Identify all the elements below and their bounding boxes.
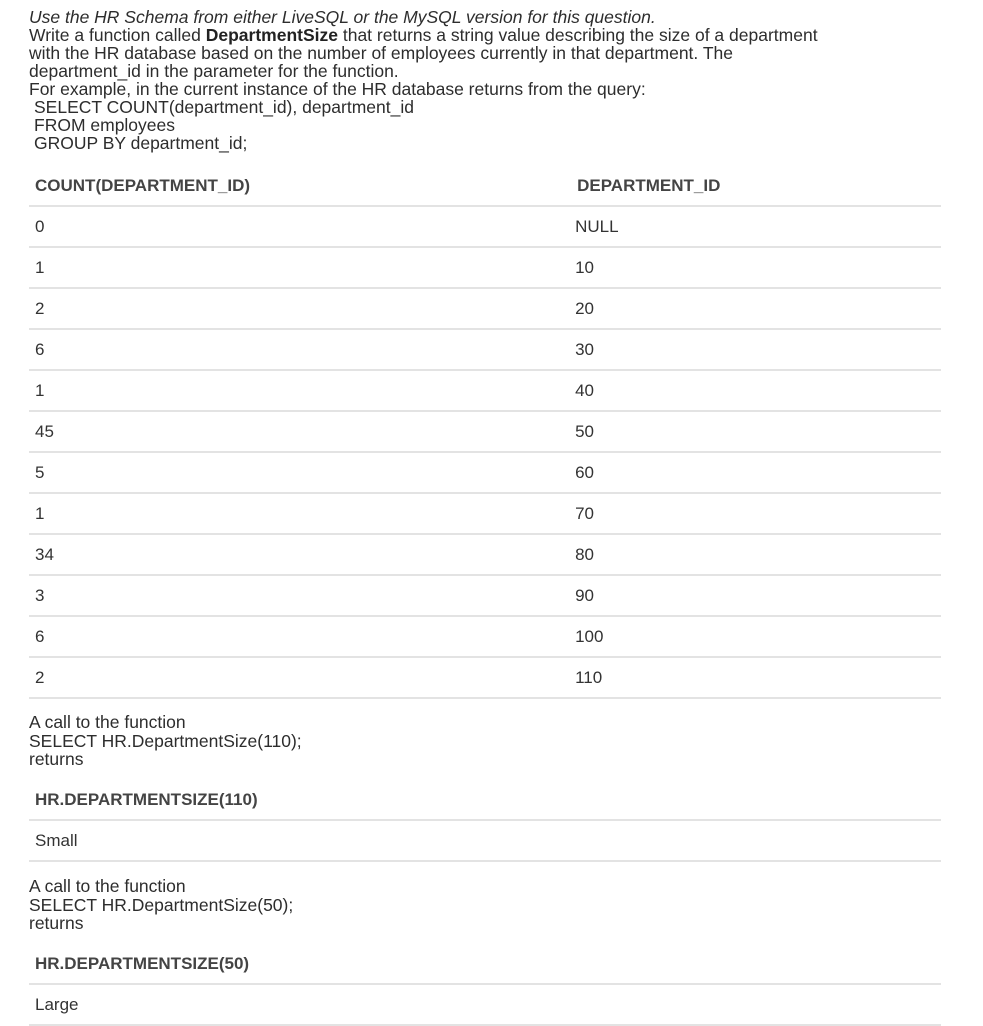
question-intro bbox=[29, 8, 959, 152]
table-row bbox=[29, 288, 941, 329]
count-cell: 6 bbox=[29, 616, 567, 657]
count-cell: 34 bbox=[29, 534, 567, 575]
count-column-header: COUNT(DEPARTMENT_ID) bbox=[29, 167, 567, 206]
result-table-110 bbox=[29, 781, 941, 862]
table-row bbox=[29, 247, 941, 288]
sql-select: SELECT COUNT(department_id), department_id bbox=[34, 97, 414, 117]
result-column-header: HR.DEPARTMENTSIZE(110) bbox=[29, 781, 941, 820]
table-row bbox=[29, 575, 941, 616]
department-id-cell: 20 bbox=[567, 288, 941, 329]
call-returns: returns bbox=[29, 913, 84, 933]
count-cell: 45 bbox=[29, 411, 567, 452]
task-line-3: department_id in the parameter for the function. bbox=[29, 61, 399, 81]
table-row bbox=[29, 820, 941, 861]
result-cell: Small bbox=[29, 820, 941, 861]
table-row bbox=[29, 616, 941, 657]
call-returns: returns bbox=[29, 749, 84, 769]
table-header-row bbox=[29, 781, 941, 820]
call-intro: A call to the function bbox=[29, 876, 186, 896]
call-intro: A call to the function bbox=[29, 712, 186, 732]
count-cell: 0 bbox=[29, 206, 567, 247]
department-id-cell: 90 bbox=[567, 575, 941, 616]
result-column-header: HR.DEPARTMENTSIZE(50) bbox=[29, 945, 941, 984]
call-sql: SELECT HR.DepartmentSize(110); bbox=[29, 730, 302, 751]
department-id-cell: 40 bbox=[567, 370, 941, 411]
table-row bbox=[29, 493, 941, 534]
sql-group-by: GROUP BY department_id; bbox=[34, 133, 248, 153]
table-row bbox=[29, 411, 941, 452]
department-id-column-header: DEPARTMENT_ID bbox=[567, 167, 941, 206]
task-line-2: with the HR database based on the number of employees currently in that department. The bbox=[29, 43, 733, 63]
department-id-cell: 80 bbox=[567, 534, 941, 575]
table-header-row bbox=[29, 167, 941, 206]
count-cell: 3 bbox=[29, 575, 567, 616]
count-cell: 1 bbox=[29, 370, 567, 411]
call-example-110 bbox=[29, 713, 629, 769]
call-example-50 bbox=[29, 877, 629, 933]
count-cell: 5 bbox=[29, 452, 567, 493]
table-row bbox=[29, 370, 941, 411]
table-row bbox=[29, 534, 941, 575]
count-cell: 1 bbox=[29, 247, 567, 288]
call-sql: SELECT HR.DepartmentSize(50); bbox=[29, 894, 294, 915]
table-row bbox=[29, 657, 941, 698]
department-id-cell: 30 bbox=[567, 329, 941, 370]
table-row bbox=[29, 452, 941, 493]
result-table-50 bbox=[29, 945, 941, 1026]
department-count-table bbox=[29, 167, 941, 699]
count-cell: 1 bbox=[29, 493, 567, 534]
department-id-cell: 70 bbox=[567, 493, 941, 534]
table-header-row bbox=[29, 945, 941, 984]
table-row bbox=[29, 984, 941, 1025]
schema-note: Use the HR Schema from either LiveSQL or the MySQL version for this question. bbox=[29, 7, 656, 27]
function-name: DepartmentSize bbox=[205, 25, 338, 45]
example-line: For example, in the current instance of the HR database returns from the query: bbox=[29, 79, 646, 99]
result-cell: Large bbox=[29, 984, 941, 1025]
count-cell: 2 bbox=[29, 288, 567, 329]
department-id-cell: 10 bbox=[567, 247, 941, 288]
task-line: Write a function called DepartmentSize that returns a string value describing the size of a department bbox=[29, 25, 818, 45]
table-row bbox=[29, 206, 941, 247]
department-id-cell: 60 bbox=[567, 452, 941, 493]
count-cell: 2 bbox=[29, 657, 567, 698]
department-id-cell: 100 bbox=[567, 616, 941, 657]
department-id-cell: 110 bbox=[567, 657, 941, 698]
sql-from: FROM employees bbox=[34, 115, 176, 135]
department-id-cell: 50 bbox=[567, 411, 941, 452]
count-cell: 6 bbox=[29, 329, 567, 370]
table-row bbox=[29, 329, 941, 370]
department-id-cell: NULL bbox=[567, 206, 941, 247]
